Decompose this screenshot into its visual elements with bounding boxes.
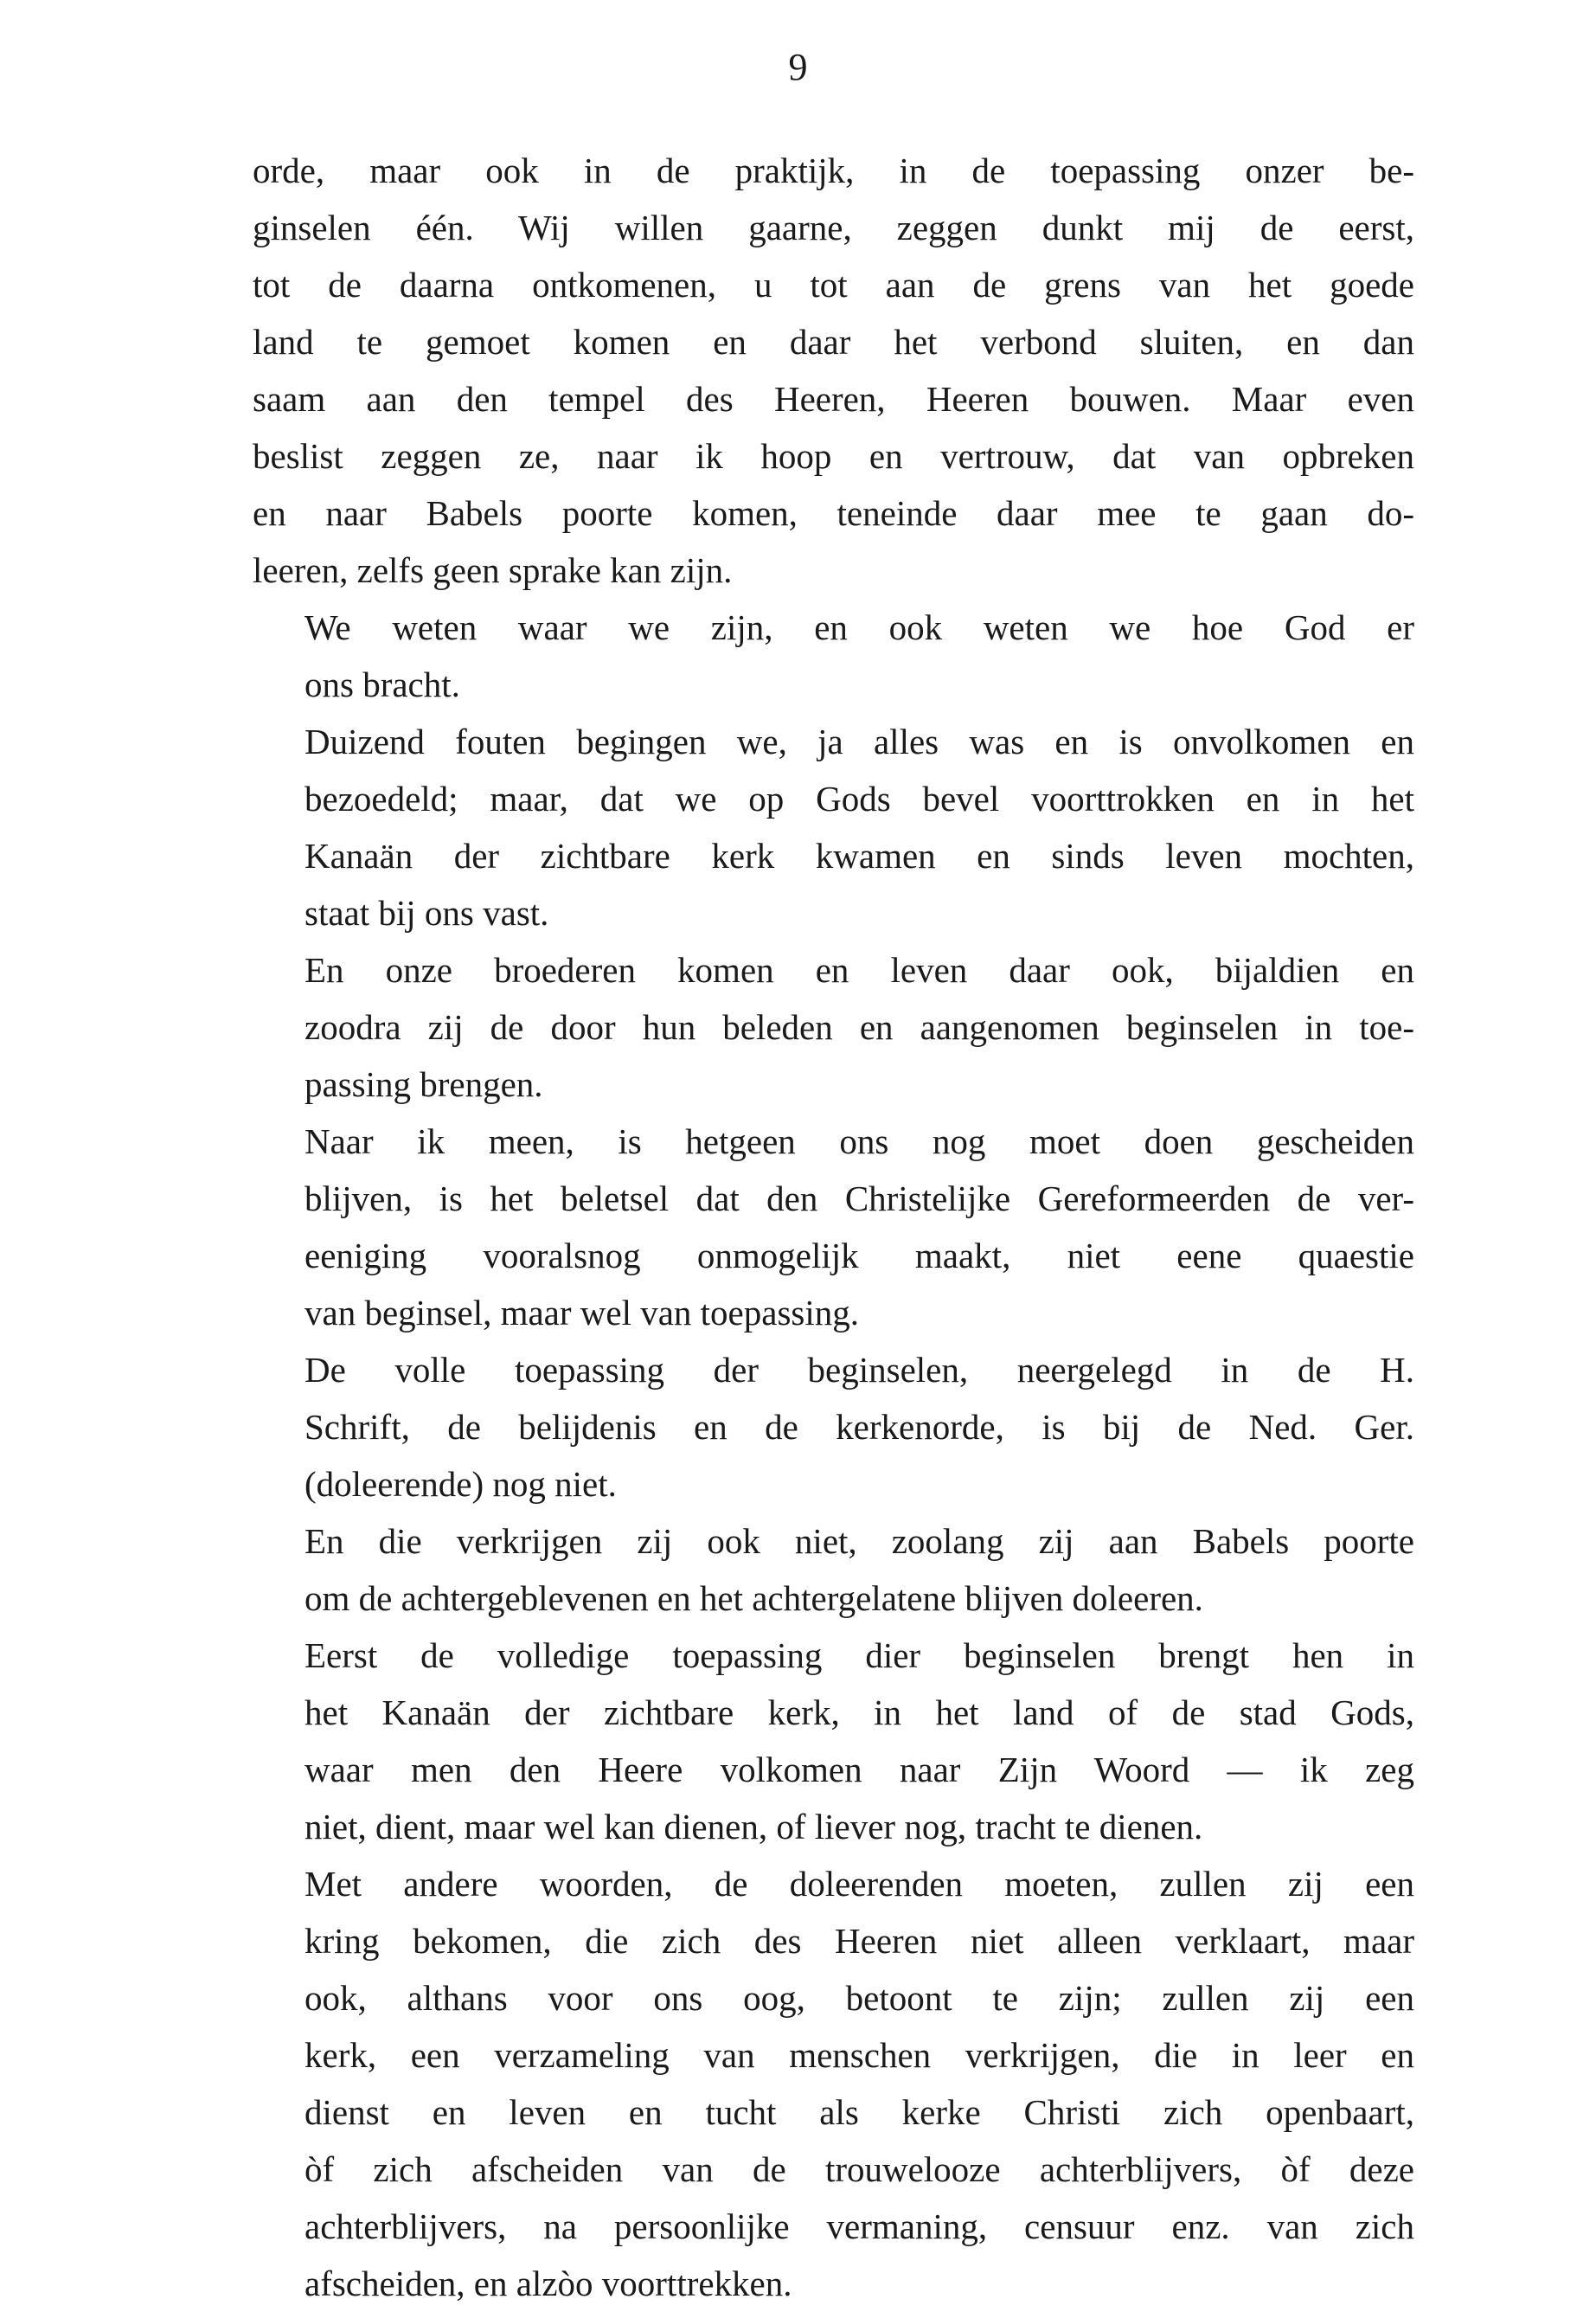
text-line: We weten waar we zijn, en ook weten we hoe God er — [304, 607, 1414, 647]
text-line: kerk, een verzameling van menschen verkrijgen, die in leer en — [304, 2035, 1414, 2075]
text-line: saam aan den tempel des Heeren, Heeren bouwen. Maar even — [253, 379, 1414, 419]
text-line: òf zich afscheiden van de trouwelooze achterblijvers, òf deze — [304, 2149, 1414, 2189]
text-line: zoodra zij de door hun beleden en aangenomen beginselen in toe- — [304, 1007, 1414, 1047]
text-line: leeren, zelfs geen sprake kan zijn. — [253, 550, 733, 590]
text-line: bezoedeld; maar, dat we op Gods bevel voorttrokken en in het — [304, 779, 1414, 819]
text-line: dienst en leven en tucht als kerke Christi zich openbaart, — [304, 2092, 1414, 2132]
text-line: blijven, is het beletsel dat den Christelijke Gereformeerden de ver- — [304, 1178, 1414, 1218]
paragraph — [253, 1512, 1414, 1627]
text-line: En onze broederen komen en leven daar ook, bijaldien en — [304, 950, 1414, 990]
paragraph — [253, 1855, 1414, 2312]
text-line: Eerst de volledige toepassing dier beginselen brengt hen in — [304, 1635, 1414, 1675]
text-line: ons bracht. — [304, 665, 460, 704]
text-line: van beginsel, maar wel van toepassing. — [304, 1293, 860, 1333]
text-line: waar men den Heere volkomen naar Zijn Woord — ik zeg — [304, 1750, 1414, 1789]
text-line: Schrift, de belijdenis en de kerkenorde, is bij de Ned. Ger. — [304, 1407, 1414, 1447]
text-line: Met andere woorden, de doleerenden moeten, zullen zij een — [304, 1864, 1414, 1904]
text-line: En die verkrijgen zij ook niet, zoolang zij aan Babels poorte — [304, 1521, 1414, 1561]
text-line: kring bekomen, die zich des Heeren niet alleen verklaart, maar — [304, 1921, 1414, 1961]
text-line: passing brengen. — [304, 1064, 543, 1104]
text-line: Kanaän der zichtbare kerk kwamen en sinds leven mochten, — [304, 836, 1414, 876]
paragraph — [253, 1341, 1414, 1512]
text-line: ook, althans voor ons oog, betoont te zijn; zullen zij een — [304, 1978, 1414, 2018]
text-line: beslist zeggen ze, naar ik hoop en vertrouw, dat van opbreken — [253, 436, 1414, 476]
text-line: niet, dient, maar wel kan dienen, of liever nog, tracht te dienen. — [304, 1807, 1203, 1846]
text-line: tot de daarna ontkomenen, u tot aan de grens van het goede — [253, 265, 1414, 305]
text-line: land te gemoet komen en daar het verbond sluiten, en dan — [253, 322, 1414, 362]
text-line: Naar ik meen, is hetgeen ons nog moet doen gescheiden — [304, 1121, 1414, 1161]
text-line: om de achtergeblevenen en het achtergelatene blijven doleeren. — [304, 1578, 1203, 1618]
text-line: het Kanaän der zichtbare kerk, in het land of de stad Gods, — [304, 1692, 1414, 1732]
text-line: ginselen één. Wij willen gaarne, zeggen dunkt mij de eerst, — [253, 208, 1414, 247]
text-line: (doleerende) nog niet. — [304, 1464, 617, 1504]
paragraph — [253, 1627, 1414, 1855]
text-line: Duizend fouten begingen we, ja alles was en is onvolkomen en — [304, 722, 1414, 761]
paragraph — [253, 941, 1414, 1113]
text-line: De volle toepassing der beginselen, neergelegd in de H. — [304, 1350, 1414, 1390]
text-line: en naar Babels poorte komen, teneinde daar mee te gaan do- — [253, 493, 1414, 533]
paragraph — [253, 713, 1414, 941]
paragraph — [253, 142, 1414, 599]
paragraph — [253, 1113, 1414, 1341]
body-text — [253, 142, 1414, 2312]
text-line: afscheiden, en alzòo voorttrekken. — [304, 2264, 792, 2303]
text-line: orde, maar ook in de praktijk, in de toepassing onzer be- — [253, 151, 1414, 190]
text-line: staat bij ons vast. — [304, 893, 549, 933]
text-line: achterblijvers, na persoonlijke vermaning, censuur enz. van zich — [304, 2206, 1414, 2246]
paragraph — [253, 599, 1414, 713]
page-number: 9 — [788, 46, 808, 88]
text-line: eeniging vooralsnog onmogelijk maakt, niet eene quaestie — [304, 1236, 1414, 1275]
